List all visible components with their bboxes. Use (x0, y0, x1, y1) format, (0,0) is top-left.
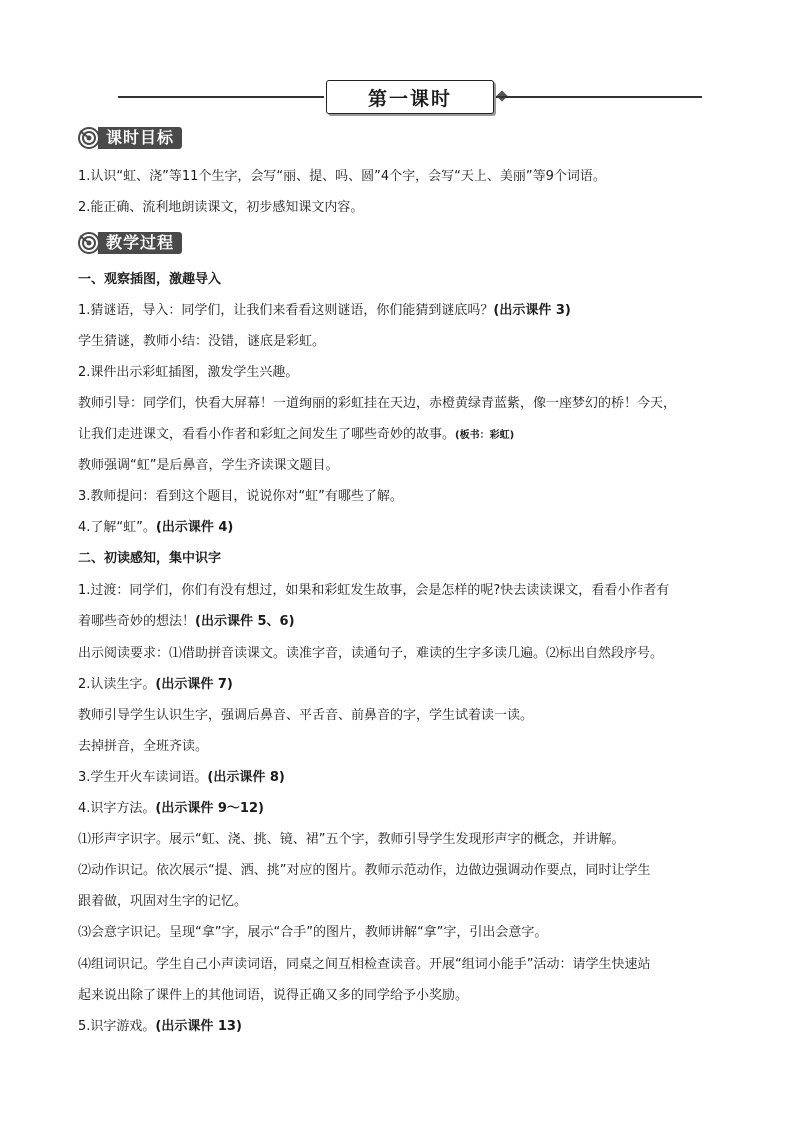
text-line: 5.识字游戏。(出示课件 13) (78, 1019, 242, 1034)
text-line: 教师引导：同学们，快看大屏幕！一道绚丽的彩虹挂在天边，赤橙黄绿青蓝紫，像一座梦幻的桥！今天， (78, 396, 677, 411)
text-line: 教师强调“虹”是后鼻音，学生齐读课文题目。 (78, 458, 339, 473)
text-line: 着哪些奇妙的想法！(出示课件 5、6) (78, 614, 295, 629)
goal-item: 1.认识“虹、浇”等11个生字，会写“丽、提、吗、圆”4个字，会写“天上、美丽”等9个词语。 (78, 169, 606, 184)
text-line: 2.课件出示彩虹插图，激发学生兴趣。 (78, 365, 299, 380)
text-line: 1.猜谜语，导入：同学们，让我们来看看这则谜语，你们能猜到谜底吗？(出示课件 3) (78, 303, 571, 318)
board-note: (板书：彩虹) (455, 430, 515, 441)
text-line: ⑴形声字识字。展示“虹、浇、挑、镜、裙”五个字，教师引导学生发现形声字的概念，并讲解。 (78, 832, 625, 847)
courseware-ref: (出示课件 13) (155, 1019, 242, 1034)
text-line: 出示阅读要求：⑴借助拼音读课文。读准字音，读通句子，难读的生字多读几遍。⑵标出自然段序号。 (78, 646, 664, 661)
text-line: ⑶会意字识记。呈现“拿”字，展示“合手”的图片，教师讲解“拿”字，引出会意字。 (78, 925, 548, 940)
text-line: ⑷组词识记。学生自己小声读词语，同桌之间互相检查读音。开展“组词小能手”活动：请学生快速站 (78, 957, 651, 972)
text-line: 4.了解“虹”。(出示课件 4) (78, 520, 234, 535)
courseware-ref: (出示课件 5、6) (195, 614, 295, 629)
text-line: 4.识字方法。(出示课件 9～12) (78, 801, 264, 816)
courseware-ref: (出示课件 8) (207, 770, 285, 785)
section-header-goals (78, 127, 182, 149)
section-header-process (78, 232, 182, 254)
text-line: 起来说出除了课件上的其他词语，说得正确又多的同学给予小奖励。 (78, 988, 469, 1003)
courseware-ref: (出示课件 7) (155, 677, 233, 692)
subheading: 二、初读感知，集中识字 (78, 551, 222, 566)
target-icon (78, 127, 100, 149)
courseware-ref: (出示课件 3) (493, 303, 571, 318)
text-line: 3.教师提问：看到这个题目，说说你对“虹”有哪些了解。 (78, 489, 403, 504)
text-line: ⑵动作识记。依次展示“提、洒、挑”对应的图片。教师示范动作，边做边强调动作要点，同时让学生 (78, 863, 651, 878)
title-box (326, 80, 494, 114)
text-line: 教师引导学生认识生字，强调后鼻音、平舌音、前鼻音的字，学生试着读一读。 (78, 708, 534, 723)
title-rule-right (496, 96, 702, 98)
text-line: 学生猜谜，教师小结：没错，谜底是彩虹。 (78, 334, 326, 349)
courseware-ref: (出示课件 9～12) (155, 801, 264, 816)
text-line: 1.过渡：同学们，你们有没有想过，如果和彩虹发生故事，会是怎样的呢?快去读读课文，看看小作者有 (78, 583, 670, 598)
courseware-ref: (出示课件 4) (155, 520, 234, 535)
goal-item: 2.能正确、流利地朗读课文，初步感知课文内容。 (78, 200, 364, 215)
text-line: 去掉拼音，全班齐读。 (78, 739, 209, 754)
subheading: 一、观察插图，激趣导入 (78, 272, 222, 287)
section-heading: 教学过程 (98, 232, 182, 254)
title-rule-left (118, 96, 324, 98)
text-line: 3.学生开火车读词语。(出示课件 8) (78, 770, 285, 785)
lesson-title-banner (118, 80, 702, 114)
section-heading: 课时目标 (98, 127, 182, 149)
text-line: 2.认读生字。(出示课件 7) (78, 677, 233, 692)
text-line: 跟着做，巩固对生字的记忆。 (78, 894, 248, 909)
text-line: 让我们走进课文，看看小作者和彩虹之间发生了哪些奇妙的故事。(板书：彩虹) (78, 427, 515, 442)
page-title: 第一课时 (367, 87, 452, 110)
target-icon (78, 232, 100, 254)
